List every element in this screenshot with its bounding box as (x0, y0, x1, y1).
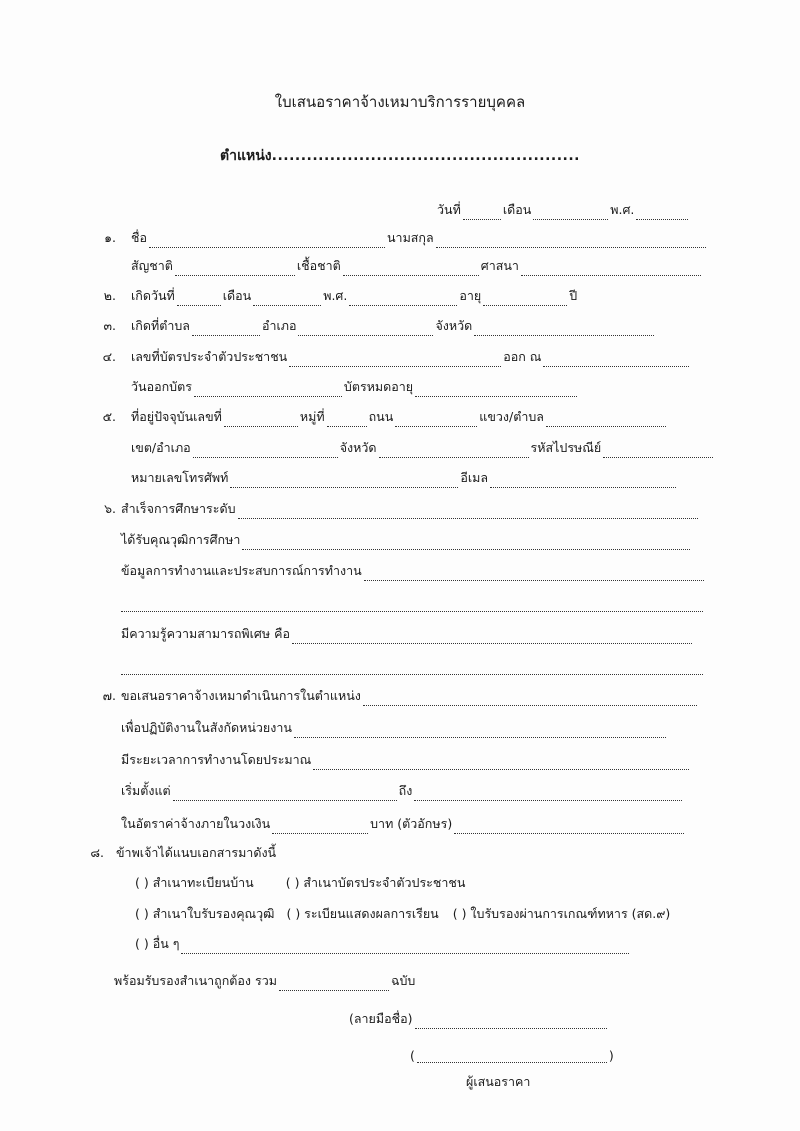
phone-label: หมายเลขโทรศัพท์ (131, 470, 229, 485)
surname-label: นามสกุล (387, 230, 434, 245)
postcode-field[interactable] (603, 442, 713, 458)
bidder-role-label: ผู้เสนอราคา (466, 1074, 531, 1089)
district-field[interactable] (193, 442, 338, 458)
s3-num: ๓. (103, 318, 116, 333)
s8-row3 (0, 902, 800, 924)
role-row (0, 1070, 800, 1092)
expiry-field[interactable] (415, 381, 577, 397)
printed-name-field[interactable] (417, 1047, 607, 1063)
s6-row6 (0, 653, 800, 675)
s7-num: ๗. (102, 688, 116, 703)
checkbox-house-registration[interactable]: ( ) สำเนาทะเบียนบ้าน (135, 875, 254, 890)
unit-label: เพื่อปฏิบัติงานในสังกัดหน่วยงาน (121, 720, 292, 735)
postcode-label: รหัสไปรษณีย์ (530, 440, 602, 455)
address-no-label: ที่อยู่ปัจจุบันเลขที่ (131, 409, 222, 424)
experience-field-2[interactable] (121, 596, 703, 612)
year-label: พ.ศ. (610, 202, 635, 217)
checkbox-military-cert[interactable]: ( ) ใบรับรองผ่านการเกณฑ์ทหาร (สด.๙) (452, 906, 671, 921)
born-province-field[interactable] (474, 320, 654, 336)
s6-row2 (0, 528, 800, 550)
s6-row1 (0, 497, 800, 519)
signature-label: (ลายมือชื่อ) (349, 1011, 413, 1026)
s1-row2 (0, 254, 800, 276)
s8-num: ๘. (90, 845, 104, 860)
born-tambon-label: เกิดที่ตำบล (131, 318, 190, 333)
date-row (437, 198, 800, 220)
year-field[interactable] (636, 204, 688, 220)
duration-label: มีระยะเวลาการทำงานโดยประมาณ (121, 752, 312, 767)
signature-field[interactable] (415, 1013, 607, 1029)
moo-label: หมู่ที่ (299, 409, 325, 424)
signature-row (0, 1007, 800, 1029)
position-field[interactable]: ..................................................... (271, 148, 580, 164)
issued-at-label: ออก ณ (503, 349, 542, 364)
checkbox-transcript[interactable]: ( ) ระเบียนแสดงผลการเรียน (286, 906, 439, 921)
moo-field[interactable] (327, 411, 367, 427)
rate-field[interactable] (272, 818, 368, 834)
printed-name-close: ) (608, 1048, 614, 1063)
age-label: อายุ (459, 288, 482, 303)
s6-row3 (0, 559, 800, 581)
s4-num: ๔. (102, 349, 116, 364)
born-year-field[interactable] (349, 290, 457, 306)
religion-field[interactable] (521, 260, 701, 276)
copies-field[interactable] (279, 975, 389, 991)
s1-row1 (0, 226, 800, 248)
unit-field[interactable] (294, 722, 666, 738)
day-field[interactable] (463, 204, 501, 220)
s4-row1 (0, 345, 800, 367)
baht-label: บาท (ตัวอักษร) (370, 816, 453, 831)
s5-num: ๕. (102, 409, 116, 424)
s5-row3 (0, 466, 800, 488)
race-label: เชื้อชาติ (296, 258, 341, 273)
special-label: มีความรู้ความสามารถพิเศษ คือ (121, 626, 290, 641)
s7-row3 (0, 748, 800, 770)
id-card-label: เลขที่บัตรประจำตัวประชาชน (131, 349, 288, 364)
position-label: ตำแหน่ง (220, 148, 272, 164)
form-title: ใบเสนอราคาจ้างเหมาบริการรายบุคคล (274, 93, 526, 111)
age-field[interactable] (483, 290, 567, 306)
s7-row4 (0, 779, 800, 801)
s7-row2 (0, 716, 800, 738)
certify-row (0, 969, 800, 991)
s2-row (0, 284, 800, 306)
surname-field[interactable] (436, 232, 706, 248)
road-field[interactable] (395, 411, 477, 427)
month-field[interactable] (533, 204, 608, 220)
to-label: ถึง (398, 783, 413, 798)
s4-row2 (0, 375, 800, 397)
subdistrict-field[interactable] (546, 411, 666, 427)
born-month-label: เดือน (222, 288, 252, 303)
special-field-2[interactable] (121, 659, 703, 675)
nationality-field[interactable] (175, 260, 295, 276)
printed-name-row (0, 1041, 800, 1063)
experience-field[interactable] (364, 565, 704, 581)
offer-field[interactable] (363, 690, 697, 706)
religion-label: ศาสนา (480, 258, 519, 273)
to-field[interactable] (414, 785, 682, 801)
attachments-label: ข้าพเจ้าได้แนบเอกสารมาดังนี้ (116, 845, 277, 860)
province-field[interactable] (379, 442, 529, 458)
qualification-label: ได้รับคุณวุฒิการศึกษา (121, 532, 241, 547)
issue-date-field[interactable] (194, 381, 342, 397)
born-year-label: พ.ศ. (323, 288, 348, 303)
subdistrict-label: แขวง/ตำบล (479, 409, 544, 424)
road-label: ถนน (368, 409, 394, 424)
s8-row4 (0, 932, 800, 954)
s6-row4 (0, 590, 800, 612)
education-label: สำเร็จการศึกษาระดับ (121, 501, 236, 516)
issued-at-field[interactable] (543, 351, 689, 367)
offer-label: ขอเสนอราคาจ้างเหมาดำเนินการในตำแหน่ง (121, 688, 361, 703)
expiry-label: บัตรหมดอายุ (343, 379, 414, 394)
born-day-label: เกิดวันที่ (131, 288, 175, 303)
name-field[interactable] (149, 232, 385, 248)
nationality-label: สัญชาติ (131, 258, 173, 273)
born-month-field[interactable] (253, 290, 321, 306)
start-field[interactable] (173, 785, 397, 801)
born-day-field[interactable] (177, 290, 221, 306)
rate-label: ในอัตราค่าจ้างภายในวงเงิน (121, 816, 271, 831)
s8-row2 (0, 871, 800, 893)
email-field[interactable] (490, 472, 676, 488)
s6-row5 (0, 622, 800, 644)
qualification-field[interactable] (242, 534, 690, 550)
duration-field[interactable] (313, 754, 689, 770)
born-amphoe-field[interactable] (298, 320, 433, 336)
start-label: เริ่มตั้งแต่ (121, 783, 171, 798)
born-amphoe-label: อำเภอ (261, 318, 297, 333)
s7-row1 (0, 684, 800, 706)
race-field[interactable] (343, 260, 479, 276)
s5-row1 (0, 405, 800, 427)
printed-name-open: ( (410, 1048, 415, 1063)
certify-label: พร้อมรับรองสำเนาถูกต้อง รวม (114, 973, 277, 988)
experience-label: ข้อมูลการทำงานและประสบการณ์การทำงาน (121, 563, 362, 578)
copies-label: ฉบับ (390, 973, 416, 988)
issue-date-label: วันออกบัตร (131, 379, 192, 394)
education-field[interactable] (238, 503, 698, 519)
s3-row (0, 314, 800, 336)
s6-num: ๖. (104, 501, 116, 516)
s1-num: ๑. (104, 230, 116, 245)
position-line (0, 145, 800, 167)
s7-row5 (0, 812, 800, 834)
province-label: จังหวัด (339, 440, 377, 455)
baht-text-field[interactable] (454, 818, 684, 834)
district-label: เขต/อำเภอ (131, 440, 191, 455)
checkbox-other[interactable]: ( ) อื่น ๆ (135, 936, 180, 951)
day-label: วันที่ (437, 202, 461, 217)
born-province-label: จังหวัด (435, 318, 473, 333)
phone-field[interactable] (230, 472, 458, 488)
born-tambon-field[interactable] (192, 320, 260, 336)
special-field[interactable] (292, 628, 692, 644)
checkbox-qualification-cert[interactable]: ( ) สำเนาใบรับรองคุณวุฒิ (135, 906, 275, 921)
checkbox-id-card-copy[interactable]: ( ) สำเนาบัตรประจำตัวประชาชน (285, 875, 466, 890)
year-unit-label: ปี (569, 288, 578, 303)
address-no-field[interactable] (224, 411, 298, 427)
month-label: เดือน (502, 202, 532, 217)
id-card-field[interactable] (289, 351, 501, 367)
s5-row2 (0, 436, 800, 458)
s8-row1 (0, 841, 800, 863)
email-label: อีเมล (460, 470, 489, 485)
other-field[interactable] (181, 938, 629, 954)
s2-num: ๒. (103, 288, 116, 303)
name-label: ชื่อ (131, 230, 147, 245)
